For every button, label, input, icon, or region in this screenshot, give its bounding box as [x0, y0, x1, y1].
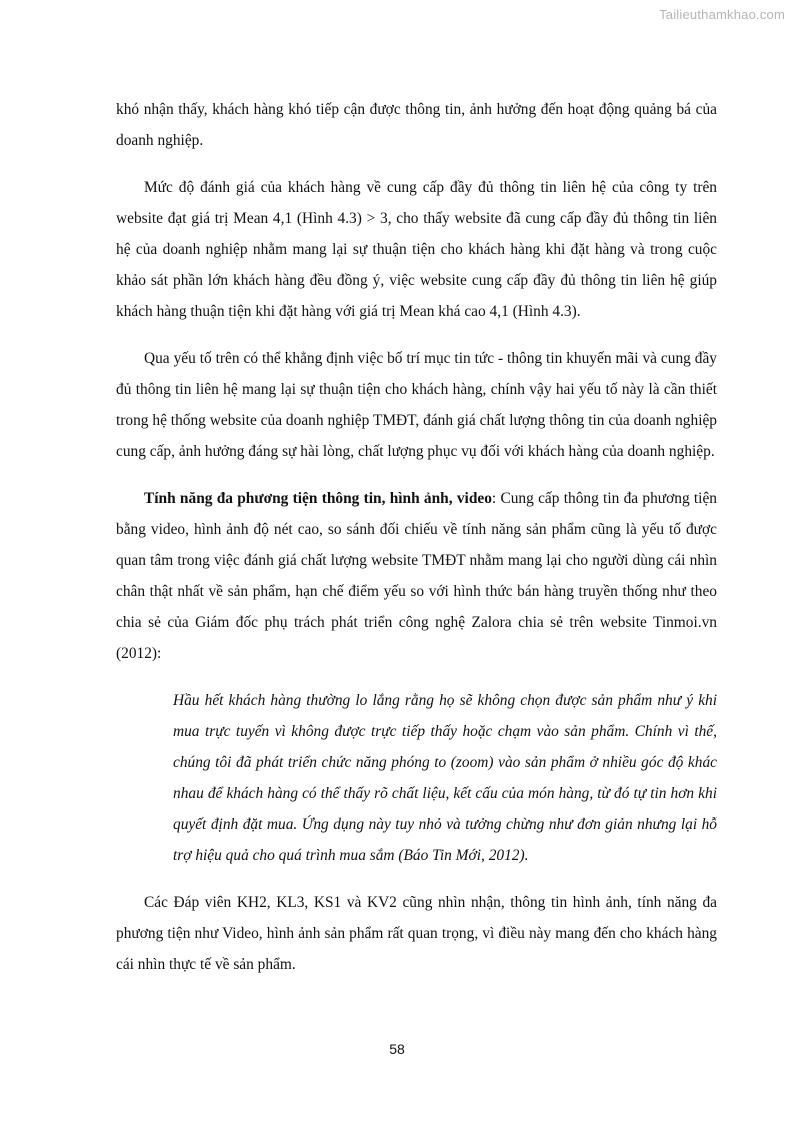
- watermark: Tailieuthamkhao.com: [659, 7, 785, 22]
- paragraph-4: [116, 483, 717, 669]
- page-body: [116, 94, 717, 996]
- page-number: 58: [389, 1041, 405, 1057]
- paragraph-5: Các Đáp viên KH2, KL3, KS1 và KV2 cũng nhìn nhận, thông tin hình ảnh, tính năng đa phương tiện như Video, hình ảnh sản phẩm rất quan trọng, vì điều này mang đến cho khách hàng cái nhìn thực tế về sản phẩm.: [116, 894, 717, 973]
- block-quote: Hầu hết khách hàng thường lo lắng rằng họ sẽ không chọn được sản phẩm như ý khi mua trực tuyến vì không được trực tiếp thấy hoặc chạm vào sản phẩm. Chính vì thế, chúng tôi đã phát triển chức năng phóng to (zoom) vào sản phẩm ở nhiều góc độ khác nhau để khách hàng có thể thấy rõ chất liệu, kết cấu của món hàng, từ đó tự tin hơn khi quyết định đặt mua. Ứng dụng này tuy nhỏ và tưởng chừng như đơn giản nhưng lại hỗ trợ hiệu quả cho quá trình mua sắm (Báo Tin Mới, 2012).: [173, 692, 717, 864]
- paragraph-1: khó nhận thấy, khách hàng khó tiếp cận được thông tin, ảnh hưởng đến hoạt động quảng bá của doanh nghiệp.: [116, 101, 717, 149]
- paragraph-3: Qua yếu tố trên có thể khẳng định việc bố trí mục tin tức - thông tin khuyến mãi và cung đầy đủ thông tin liên hệ mang lại sự thuận tiện cho khách hàng, chính vậy hai yếu tố này là cần thiết trong hệ thống website của doanh nghiệp TMĐT, đánh giá chất lượng thông tin của doanh nghiệp cung cấp, ảnh hưởng đáng sự hài lòng, chất lượng phục vụ đối với khách hàng của doanh nghiệp.: [116, 350, 717, 460]
- paragraph-2: Mức độ đánh giá của khách hàng về cung cấp đầy đủ thông tin liên hệ của công ty trên website đạt giá trị Mean 4,1 (Hình 4.3) > 3, cho thấy website đã cung cấp đầy đủ thông tin liên hệ của doanh nghiệp nhằm mang lại sự thuận tiện cho khách hàng khi đặt hàng và trong cuộc khảo sát phần lớn khách hàng đều đồng ý, việc website cung cấp đầy đủ thông tin liên hệ giúp khách hàng thuận tiện khi đặt hàng với giá trị Mean khá cao 4,1 (Hình 4.3).: [116, 179, 717, 320]
- paragraph-4-text: : Cung cấp thông tin đa phương tiện bằng video, hình ảnh độ nét cao, so sánh đối chiếu về tính năng sản phẩm cũng là yếu tố được quan tâm trong việc đánh giá chất lượng website TMĐT nhằm mang lại cho người dùng cái nhìn chân thật nhất về sản phẩm, hạn chế điểm yếu so với hình thức bán hàng truyền thống như theo chia sẻ của Giám đốc phụ trách phát triển công nghệ Zalora chia sẻ trên website Tinmoi.vn (2012):: [116, 490, 717, 662]
- paragraph-4-heading: Tính năng đa phương tiện thông tin, hình ảnh, video: [144, 490, 492, 507]
